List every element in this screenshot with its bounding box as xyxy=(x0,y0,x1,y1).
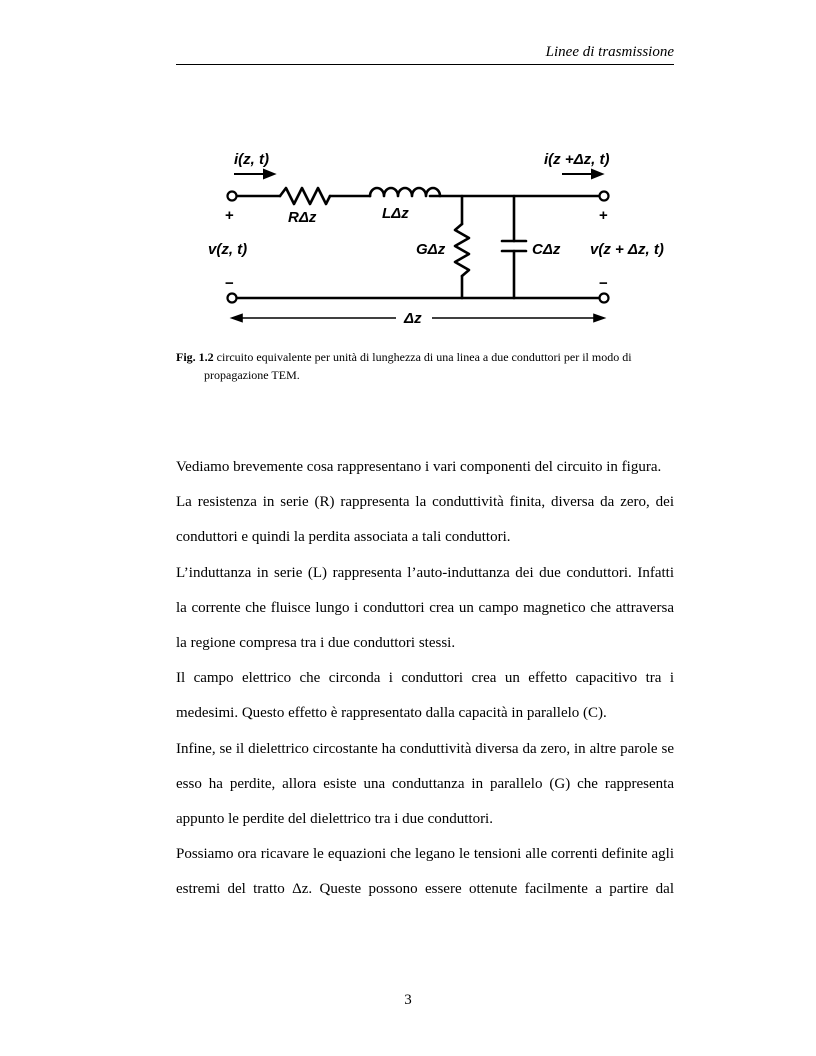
body-line: conduttori e quindi la perdita associata a tali conduttori. xyxy=(176,529,511,546)
body-text xyxy=(176,450,674,908)
label-v-left: v(z, t) xyxy=(208,241,248,258)
caption-text: circuito equivalente per unità di lunghezza di una linea a due conduttori per il modo di xyxy=(216,350,632,364)
body-line: esso ha perdite, allora esiste una conduttanza in parallelo (G) che rappresenta xyxy=(176,775,674,792)
resistor-symbol xyxy=(280,188,330,204)
label-delta-z: Δz xyxy=(404,310,422,327)
label-conductance: GΔz xyxy=(416,241,446,258)
label-plus-right: + xyxy=(599,207,608,224)
body-line: appunto le perdite del dielettrico tra i due conduttori. xyxy=(176,811,493,828)
body-line: La resistenza in serie (R) rappresenta la conduttività finita, diversa da zero, dei xyxy=(176,494,674,511)
label-minus-right: − xyxy=(599,275,608,292)
body-line: L’induttanza in serie (L) rappresenta l’auto-induttanza dei due conduttori. Infatti xyxy=(176,564,674,581)
caption-line-1 xyxy=(176,348,674,366)
label-inductor: LΔz xyxy=(382,205,409,222)
running-header: Linee di trasmissione xyxy=(545,44,674,60)
terminal-bottom-left xyxy=(228,294,237,303)
circuit-figure xyxy=(200,140,664,330)
conductance-symbol xyxy=(455,224,469,276)
terminal-bottom-right xyxy=(600,294,609,303)
figure-caption xyxy=(176,348,674,384)
current-arrowhead-right xyxy=(592,170,602,178)
body-line: la regione compresa tra i due conduttori stessi. xyxy=(176,635,456,652)
terminal-top-left xyxy=(228,192,237,201)
delta-z-arrowhead-right xyxy=(594,315,604,322)
label-v-right: v(z + Δz, t) xyxy=(590,241,664,258)
current-arrowhead-left xyxy=(264,170,274,178)
label-i-right: i(z +Δz, t) xyxy=(544,151,610,168)
body-line: Vediamo brevemente cosa rappresentano i vari componenti del circuito in figura. xyxy=(176,459,662,475)
body-line: estremi del tratto Δz. Queste possono essere ottenute facilmente a partire dal xyxy=(176,881,674,898)
caption-line-2: propagazione TEM. xyxy=(204,368,300,382)
label-resistor: RΔz xyxy=(288,209,317,226)
page-number: 3 xyxy=(404,992,412,1008)
body-line: Possiamo ora ricavare le equazioni che legano le tensioni alle correnti definite agli xyxy=(176,846,674,863)
body-line: medesimi. Questo effetto è rappresentato dalla capacità in parallelo (C). xyxy=(176,705,607,722)
label-minus-left: − xyxy=(225,275,234,292)
circuit-diagram xyxy=(200,140,664,330)
label-i-left: i(z, t) xyxy=(234,151,269,168)
caption-label: Fig. 1.2 xyxy=(176,350,214,364)
label-plus-left: + xyxy=(225,207,234,224)
label-capacitor: CΔz xyxy=(532,241,561,258)
body-line: Infine, se il dielettrico circostante ha conduttività diversa da zero, in altre parole se xyxy=(176,740,674,757)
terminal-top-right xyxy=(600,192,609,201)
delta-z-arrowhead-left xyxy=(232,315,242,322)
header-rule xyxy=(176,64,674,65)
body-line: la corrente che fluisce lungo i conduttori crea un campo magnetico che attraversa xyxy=(176,599,674,616)
body-line: Il campo elettrico che circonda i conduttori crea un effetto capacitivo tra i xyxy=(176,670,674,687)
